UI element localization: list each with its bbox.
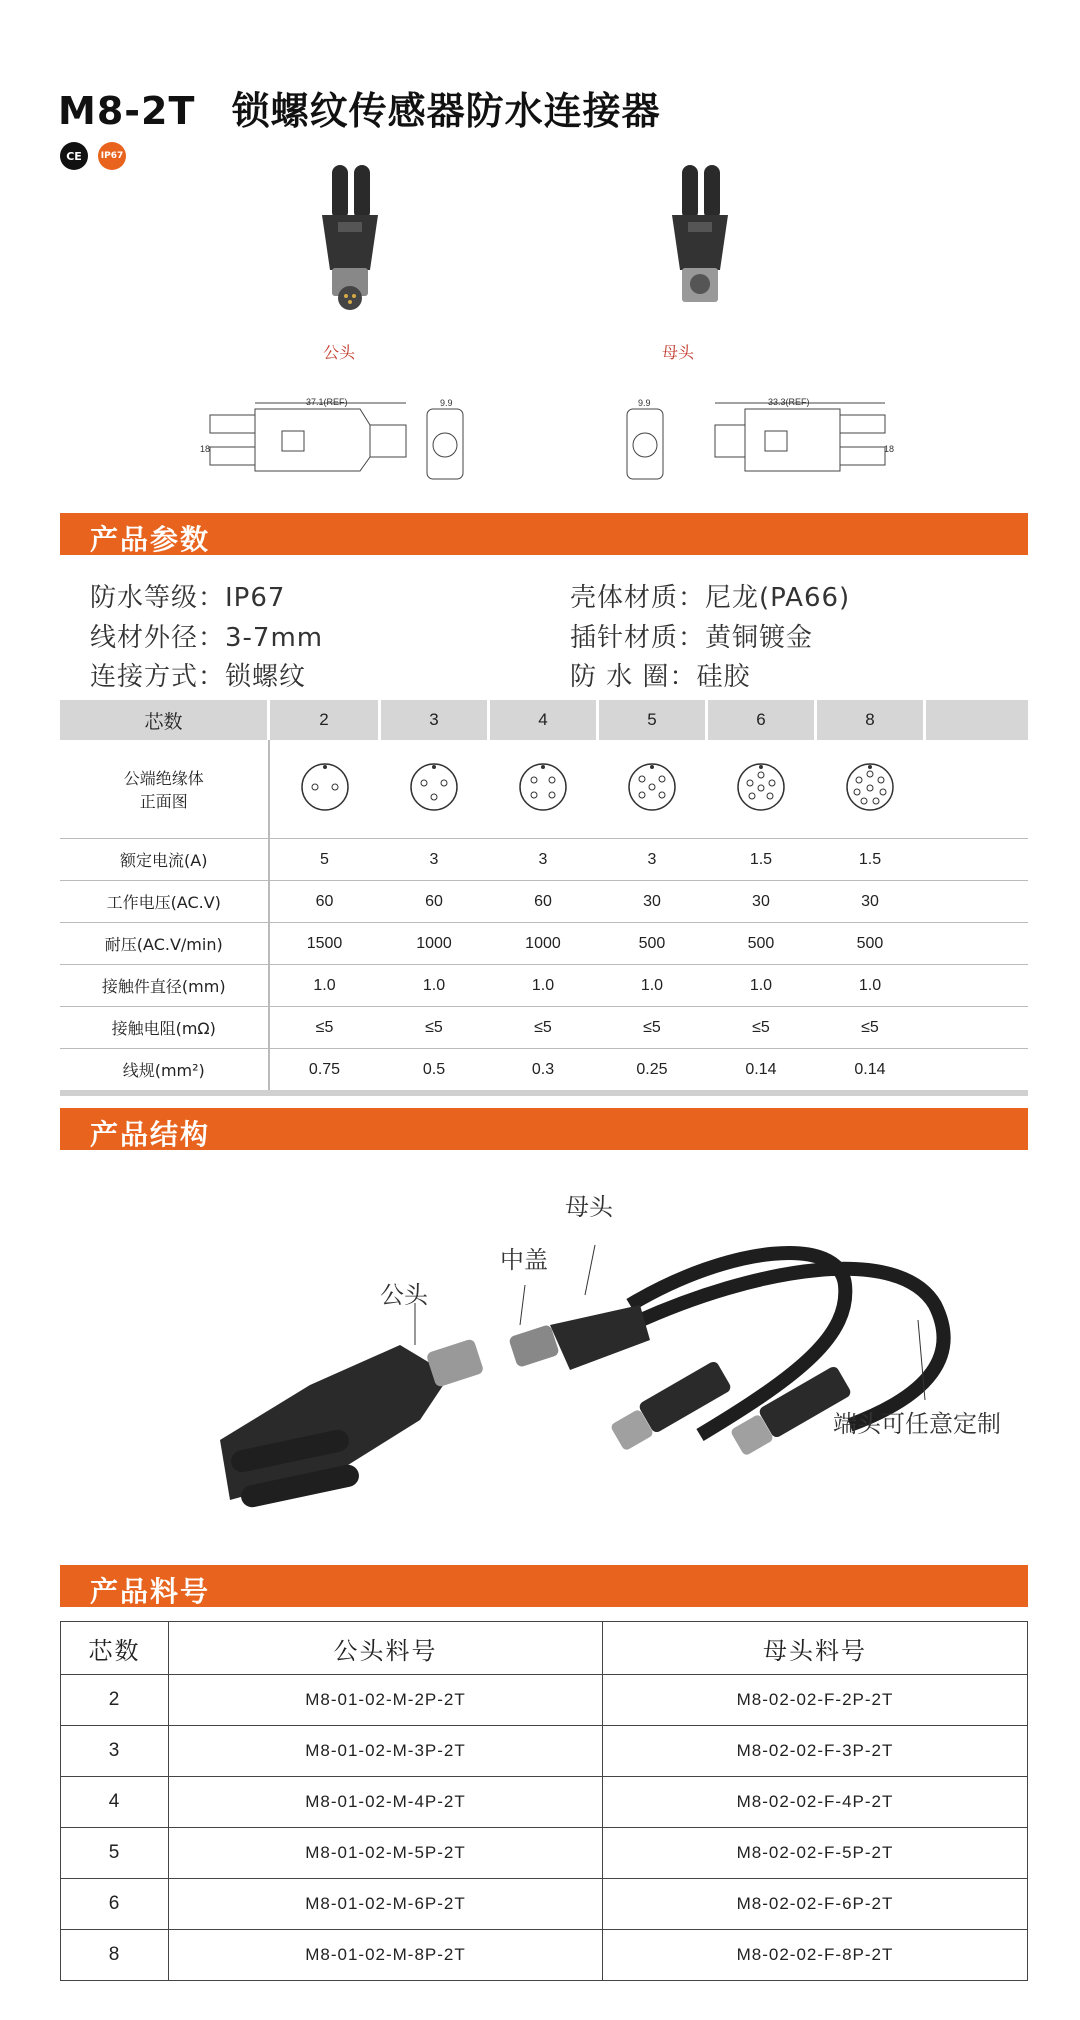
part-cores: 2 [61,1675,169,1726]
spec-cell: ≤5 [380,1007,489,1049]
female-part-number: M8-02-02-F-4P-2T [603,1777,1028,1828]
spec-cell: 3 [597,839,706,881]
section-part-numbers-title: 产品料号 [90,1575,211,1608]
male-width-dim: 9.9 [440,398,453,408]
face-spacer [925,740,1029,839]
part-row [61,1675,1028,1726]
female-front-drawing [625,407,665,483]
male-front-drawing [425,407,465,483]
spec-row [60,923,1028,965]
page-title [58,80,661,135]
spec-cell: 30 [706,881,815,923]
female-part-number: M8-02-02-F-2P-2T [603,1675,1028,1726]
spec-cell: ≤5 [597,1007,706,1049]
callout-cap: 中盖 [500,1246,548,1274]
spec-cell: 0.75 [269,1049,380,1094]
part-cores: 5 [61,1828,169,1879]
spec-cell: 60 [269,881,380,923]
spec-cell: 1.5 [815,839,924,881]
female-length-dim: 33.3(REF) [768,397,810,407]
spec-cell: 3 [488,839,597,881]
spec-spacer [925,965,1029,1007]
core-count: 6 [706,700,815,740]
part-row [61,1726,1028,1777]
model-code: M8-2T [58,89,196,133]
female-caption: 母头 [662,343,695,362]
ip-text: IP67 [100,151,124,161]
spec-cell: 500 [597,923,706,965]
spec-cell: ≤5 [488,1007,597,1049]
male-caption: 公头 [323,343,356,362]
spec-spacer [925,923,1029,965]
female-part-number: M8-02-02-F-8P-2T [603,1930,1028,1981]
part-row [61,1879,1028,1930]
male-part-number: M8-01-02-M-4P-2T [169,1777,603,1828]
callout-female: 母头 [565,1193,613,1221]
female-connector-image [650,160,750,310]
spec-header-label: 芯数 [60,700,269,740]
part-number-table [60,1621,1028,1981]
male-length-dim: 37.1(REF) [306,397,348,407]
spec-row [60,1007,1028,1049]
param-seal: 防 水 圈：硅胶 [570,662,751,692]
callout-custom: 端头可任意定制 [833,1410,1001,1438]
spec-row-label: 接触电阻(mΩ) [60,1007,269,1049]
pin-face-8 [815,740,924,839]
ce-text: CE [66,149,82,163]
product-name: 锁螺纹传感器防水连接器 [231,89,661,133]
pin-face-5 [597,740,706,839]
ce-badge [60,142,88,170]
spec-cell: 1500 [269,923,380,965]
spec-spacer [925,1049,1029,1094]
ip67-badge [98,142,126,170]
male-part-number: M8-01-02-M-3P-2T [169,1726,603,1777]
female-part-number: M8-02-02-F-3P-2T [603,1726,1028,1777]
spec-face-row [60,740,1028,839]
female-part-number: M8-02-02-F-5P-2T [603,1828,1028,1879]
spec-cell: 0.14 [815,1049,924,1094]
face-label [60,740,269,839]
part-row [61,1930,1028,1981]
part-header-row [61,1622,1028,1675]
spec-cell: ≤5 [269,1007,380,1049]
param-waterproof: 防水等级：IP67 [90,583,286,613]
spec-cell: ≤5 [706,1007,815,1049]
female-height-dim: 18 [884,444,895,454]
structure-diagram [200,1185,960,1525]
part-header-male: 公头料号 [169,1622,603,1675]
param-shell: 壳体材质：尼龙(PA66) [570,583,851,613]
param-connection: 连接方式：锁螺纹 [90,662,307,692]
male-side-drawing [200,395,460,485]
spec-row-label: 额定电流(A) [60,839,269,881]
female-side-drawing [710,395,900,485]
spec-spacer [925,1007,1029,1049]
spec-cell: 0.25 [597,1049,706,1094]
spec-cell: 1000 [380,923,489,965]
spec-cell: ≤5 [815,1007,924,1049]
male-part-number: M8-01-02-M-6P-2T [169,1879,603,1930]
spec-cell: 500 [815,923,924,965]
part-cores: 4 [61,1777,169,1828]
spec-cell: 1.0 [488,965,597,1007]
core-count: 4 [488,700,597,740]
spec-row [60,965,1028,1007]
spec-cell: 1.0 [706,965,815,1007]
part-header-female: 母头料号 [603,1622,1028,1675]
female-part-number: M8-02-02-F-6P-2T [603,1879,1028,1930]
male-height-dim: 18 [200,444,211,454]
spec-cell: 30 [815,881,924,923]
part-row [61,1777,1028,1828]
section-params [60,513,1028,555]
female-width-dim: 9.9 [638,398,651,408]
spec-cell: 500 [706,923,815,965]
core-count: 2 [269,700,380,740]
spec-header-row [60,700,1028,740]
spec-row-label: 耐压(AC.V/min) [60,923,269,965]
male-part-number: M8-01-02-M-8P-2T [169,1930,603,1981]
spec-spacer [925,881,1029,923]
section-part-numbers [60,1565,1028,1607]
pin-face-6 [706,740,815,839]
face-label-line2: 正面图 [139,792,188,811]
param-pin: 插针材质：黄铜镀金 [570,623,814,653]
pin-face-4 [488,740,597,839]
part-cores: 8 [61,1930,169,1981]
callout-male: 公头 [380,1281,428,1309]
spec-row-label: 工作电压(AC.V) [60,881,269,923]
spec-cell: 1.0 [380,965,489,1007]
male-part-number: M8-01-02-M-2P-2T [169,1675,603,1726]
male-part-number: M8-01-02-M-5P-2T [169,1828,603,1879]
spec-cell: 1.0 [269,965,380,1007]
spec-cell: 1000 [488,923,597,965]
pin-face-3 [380,740,489,839]
spec-cell: 1.5 [706,839,815,881]
core-count: 3 [380,700,489,740]
spec-cell: 0.14 [706,1049,815,1094]
part-row [61,1828,1028,1879]
spec-cell: 1.0 [597,965,706,1007]
section-params-title: 产品参数 [90,523,211,556]
spec-row-label: 接触件直径(mm) [60,965,269,1007]
spec-cell: 60 [488,881,597,923]
section-structure [60,1108,1028,1150]
spec-row [60,881,1028,923]
spec-row [60,1049,1028,1094]
spec-table [60,700,1028,1096]
spec-cell: 5 [269,839,380,881]
section-structure-title: 产品结构 [90,1118,211,1151]
spec-cell: 60 [380,881,489,923]
spec-cell: 30 [597,881,706,923]
part-cores: 3 [61,1726,169,1777]
spec-cell: 0.5 [380,1049,489,1094]
spec-spacer [925,839,1029,881]
header-spacer [925,700,1029,740]
part-cores: 6 [61,1879,169,1930]
core-count: 5 [597,700,706,740]
spec-cell: 3 [380,839,489,881]
spec-row [60,839,1028,881]
spec-cell: 0.3 [488,1049,597,1094]
core-count: 8 [815,700,924,740]
part-header-cores: 芯数 [61,1622,169,1675]
spec-cell: 1.0 [815,965,924,1007]
pin-face-2 [269,740,380,839]
face-label-line1: 公端绝缘体 [123,769,204,788]
spec-row-label: 线规(mm²) [60,1049,269,1094]
param-cable-od: 线材外径：3-7mm [90,623,324,653]
male-connector-image [300,160,400,310]
